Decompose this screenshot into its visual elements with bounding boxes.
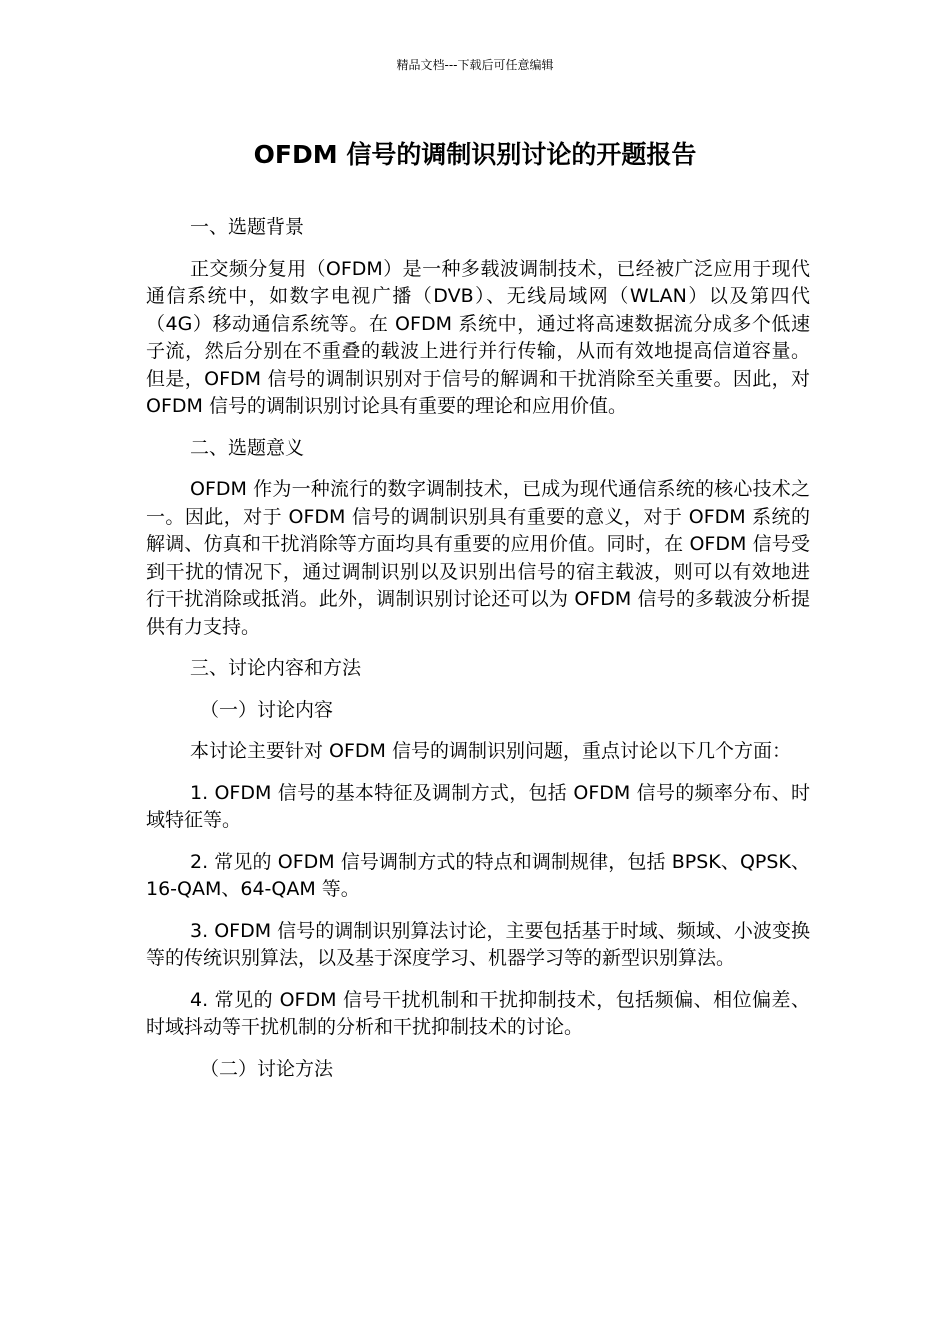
paragraph-background: 正交频分复用（OFDM）是一种多载波调制技术，已经被广泛应用于现代通信系统中，如数字电视广播（DVB）、无线局域网（WLAN）以及第四代（4G）移动通信系统等。在 OFDM 系统中，通过将高速数据流分成多个低速子流，然后分别在不重叠的载波上进行并行传输，从而有效地提高信道容量。但是，OFDM 信号的调制识别对于信号的解调和干扰消除至关重要。因此，对 OFDM 信号的调制识别讨论具有重要的理论和应用价值。 [146,257,810,417]
section-heading-significance: 二、选题意义 [190,436,305,459]
list-item: 1. OFDM 信号的基本特征及调制方式，包括 OFDM 信号的频率分布、时域特征等。 [146,781,810,831]
page-header: 精品文档---下载后可任意编辑 [396,58,554,72]
list-item: 3. OFDM 信号的调制识别算法讨论，主要包括基于时域、频域、小波变换等的传统识别算法，以及基于深度学习、机器学习等的新型识别算法。 [146,919,810,969]
list-item: 4. 常见的 OFDM 信号干扰机制和干扰抑制技术，包括频偏、相位偏差、时域抖动等干扰机制的分析和干扰抑制技术的讨论。 [146,988,810,1038]
document-body [146,214,810,1097]
subsection-heading-content: （一）讨论内容 [200,698,334,721]
section-heading-content-method: 三、讨论内容和方法 [190,657,362,679]
paragraph-content-intro: 本讨论主要针对 OFDM 信号的调制识别问题，重点讨论以下几个方面： [190,740,791,762]
subsection-heading-method: （二）讨论方法 [200,1057,334,1080]
list-item: 2. 常见的 OFDM 信号调制方式的特点和调制规律，包括 BPSK、QPSK、16-QAM、64-QAM 等。 [146,850,810,900]
document-title: OFDM 信号的调制识别讨论的开题报告 [253,140,697,169]
paragraph-significance: OFDM 作为一种流行的数字调制技术，已成为现代通信系统的核心技术之一。因此，对于 OFDM 信号的调制识别具有重要的意义，对于 OFDM 系统的解调、仿真和干扰消除等方面均具有重要的应用价值。同时，在 OFDM 信号受到干扰的情况下，通过调制识别以及识别出信号的宿主载波，则可以有效地进行干扰消除或抵消。此外，调制识别讨论还可以为 OFDM 信号的多载波分析提供有力支持。 [146,478,810,638]
section-heading-background: 一、选题背景 [190,216,305,238]
